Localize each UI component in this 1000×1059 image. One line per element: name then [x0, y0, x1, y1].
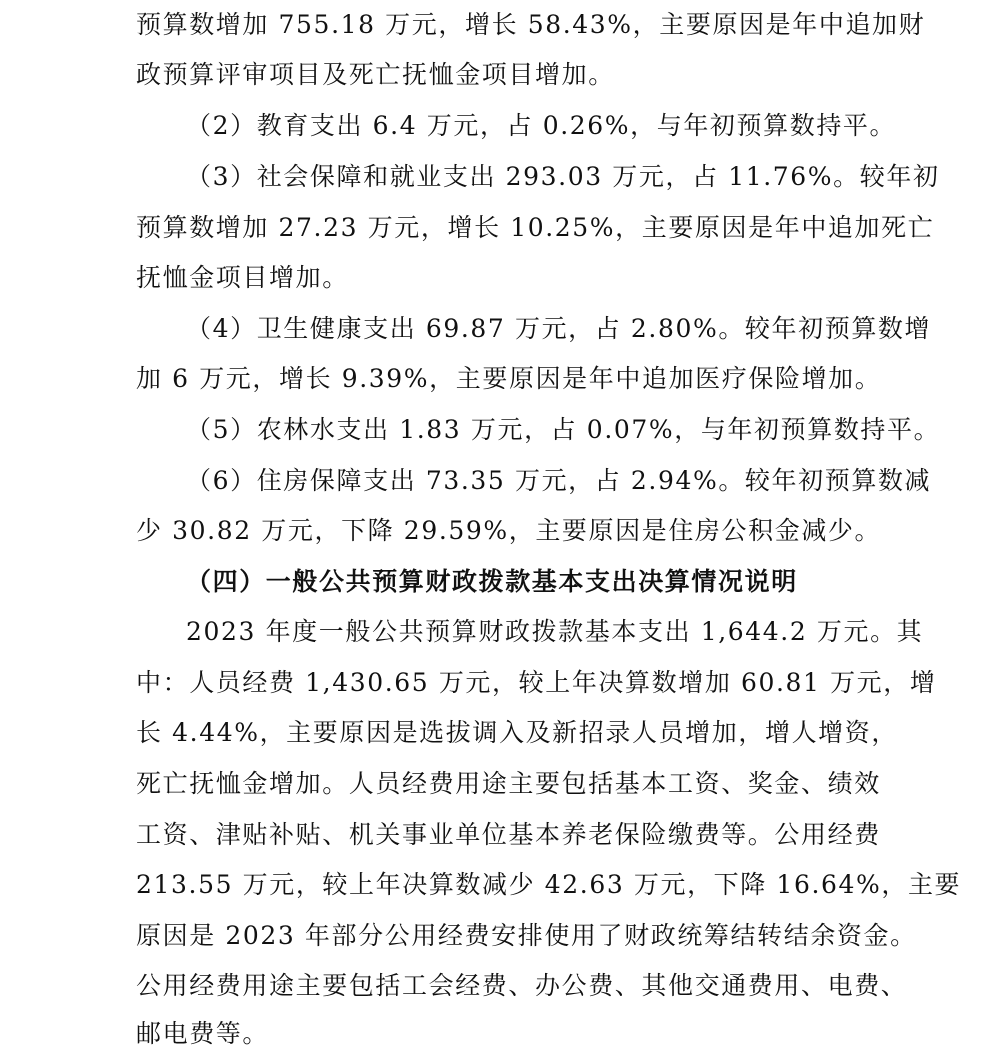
text-line: 长 4.44%，主要原因是选拔调入及新招录人员增加，增人增资，	[136, 718, 898, 747]
section-heading: （四）一般公共预算财政拨款基本支出决算情况说明	[186, 567, 798, 596]
text-line: 加 6 万元，增长 9.39%，主要原因是年中追加医疗保险增加。	[136, 364, 882, 393]
text-line: 预算数增加 755.18 万元，增长 58.43%，主要原因是年中追加财	[136, 10, 926, 39]
text-line: 原因是 2023 年部分公用经费安排使用了财政统筹结转结余资金。	[136, 921, 917, 950]
text-line: 预算数增加 27.23 万元，增长 10.25%，主要原因是年中追加死亡	[136, 213, 935, 242]
text-line: 政预算评审项目及死亡抚恤金项目增加。	[136, 60, 615, 89]
text-line: （4）卫生健康支出 69.87 万元，占 2.80%。较年初预算数增	[186, 314, 932, 343]
text-line: （3）社会保障和就业支出 293.03 万元，占 11.76%。较年初	[186, 162, 940, 191]
text-line: （5）农林水支出 1.83 万元，占 0.07%，与年初预算数持平。	[186, 415, 941, 444]
text-line: 邮电费等。	[136, 1019, 270, 1048]
text-line: 工资、津贴补贴、机关事业单位基本养老保险缴费等。公用经费	[136, 820, 881, 849]
text-line: 少 30.82 万元，下降 29.59%，主要原因是住房公积金减少。	[136, 516, 882, 545]
text-line: 死亡抚恤金增加。人员经费用途主要包括基本工资、奖金、绩效	[136, 769, 881, 798]
text-line: （6）住房保障支出 73.35 万元，占 2.94%。较年初预算数减	[186, 466, 932, 495]
text-line: 公用经费用途主要包括工会经费、办公费、其他交通费用、电费、	[136, 971, 908, 1000]
text-line: （2）教育支出 6.4 万元，占 0.26%，与年初预算数持平。	[186, 111, 897, 140]
text-line: 2023 年度一般公共预算财政拨款基本支出 1,644.2 万元。其	[186, 617, 924, 646]
text-line: 213.55 万元，较上年决算数减少 42.63 万元，下降 16.64%，主要	[136, 870, 962, 899]
text-line: 中：人员经费 1,430.65 万元，较上年决算数增加 60.81 万元，增	[136, 668, 937, 697]
text-line: 抚恤金项目增加。	[136, 263, 349, 292]
